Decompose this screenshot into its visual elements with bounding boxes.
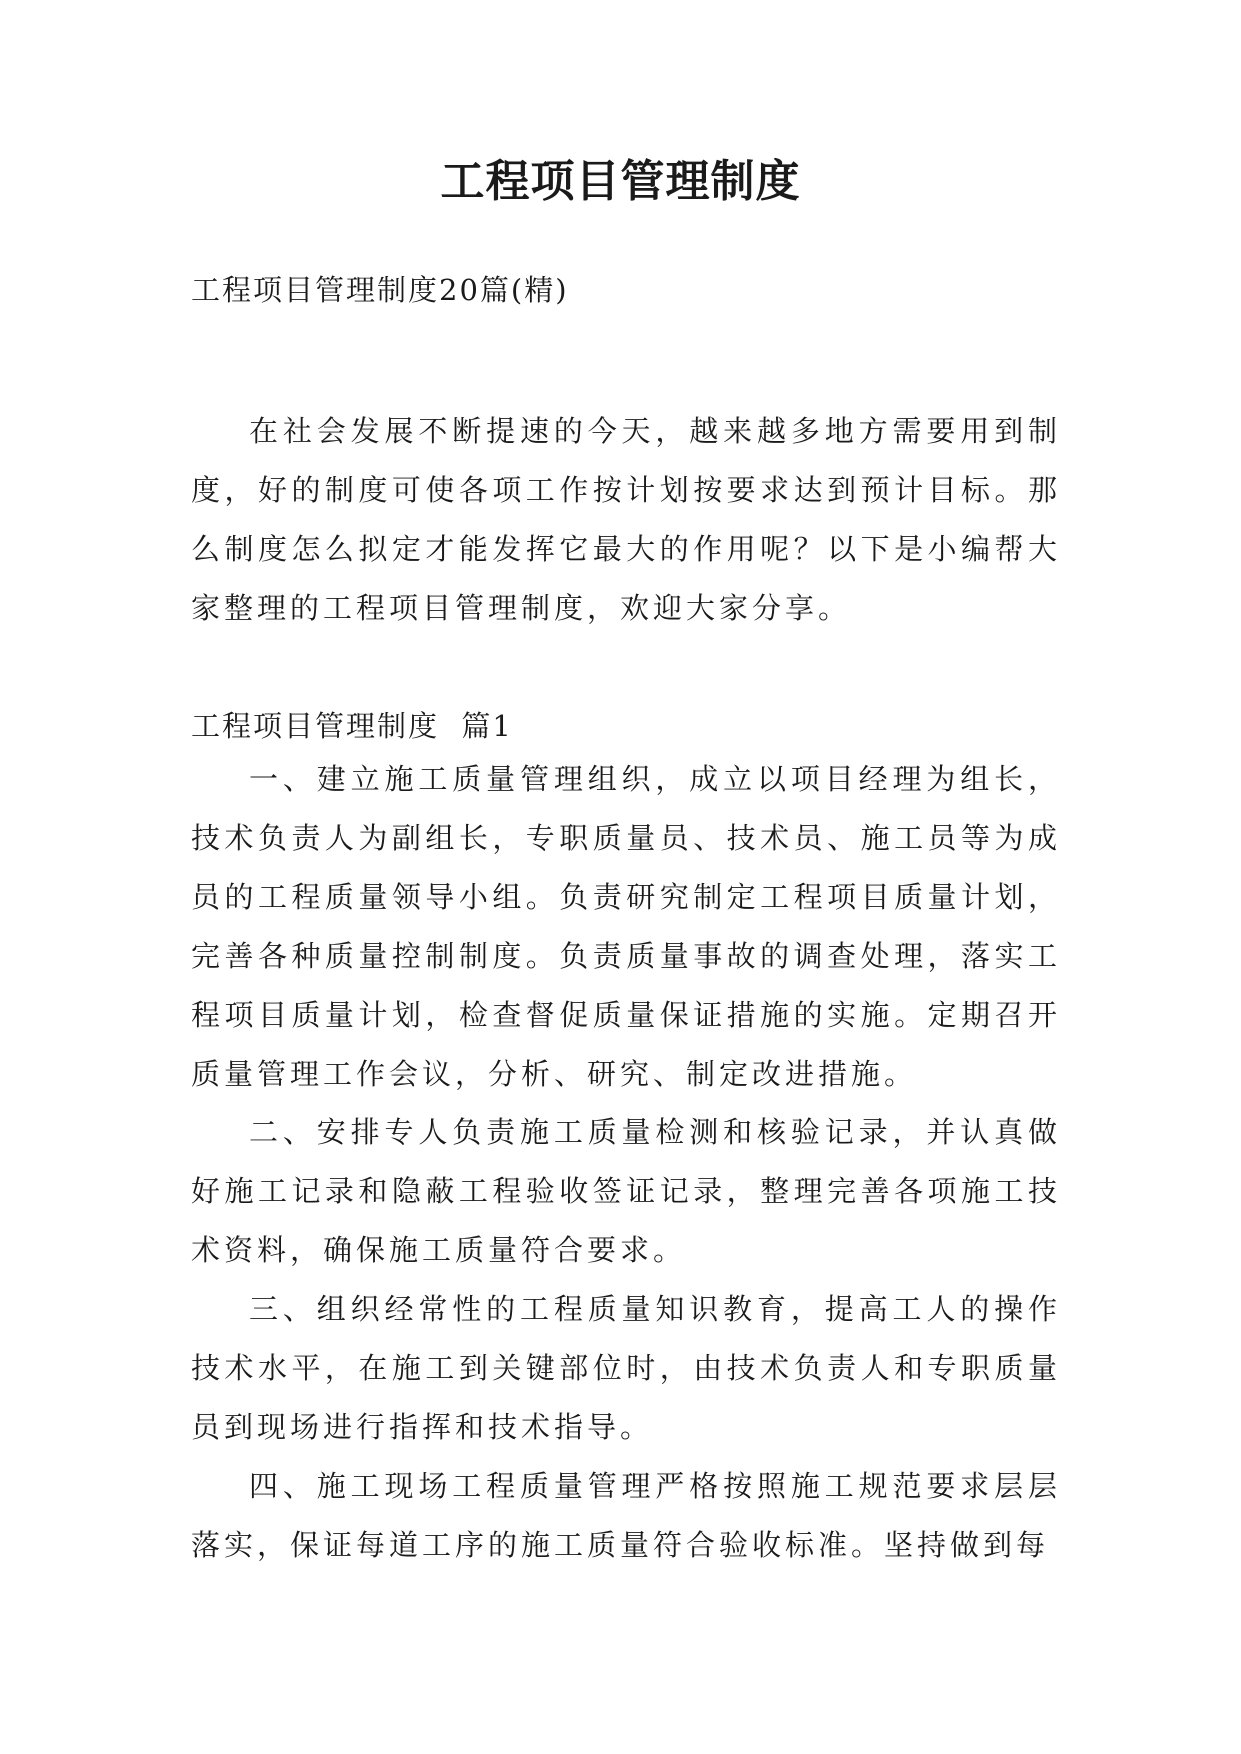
paragraph-3: 三、组织经常性的工程质量知识教育，提高工人的操作技术水平，在施工到关键部位时，由技术负责人和专职质量员到现场进行指挥和技术指导。 — [191, 1292, 1061, 1444]
section-heading: 工程项目管理制度 篇1 — [191, 709, 513, 743]
paragraph-2: 二、安排专人负责施工质量检测和核验记录，并认真做好施工记录和隐蔽工程验收签证记录，整理完善各项施工技术资料，确保施工质量符合要求。 — [191, 1115, 1061, 1267]
document-title: 工程项目管理制度 — [440, 156, 801, 207]
paragraph-4: 四、施工现场工程质量管理严格按照施工规范要求层层落实，保证每道工序的施工质量符合验收标准。坚持做到每 — [191, 1469, 1061, 1562]
document-subtitle: 工程项目管理制度20篇(精) — [191, 273, 569, 307]
intro-paragraph: 在社会发展不断提速的今天，越来越多地方需要用到制度，好的制度可使各项工作按计划按要求达到预计目标。那么制度怎么拟定才能发挥它最大的作用呢？以下是小编帮大家整理的工程项目管理制度，欢迎大家分享。 — [191, 414, 1061, 625]
paragraph-1: 一、建立施工质量管理组织，成立以项目经理为组长，技术负责人为副组长，专职质量员、技术员、施工员等为成员的工程质量领导小组。负责研究制定工程项目质量计划，完善各种质量控制制度。负责质量事故的调查处理，落实工程项目质量计划，检查督促质量保证措施的实施。定期召开质量管理工作会议，分析、研究、制定改进措施。 — [191, 762, 1061, 1091]
